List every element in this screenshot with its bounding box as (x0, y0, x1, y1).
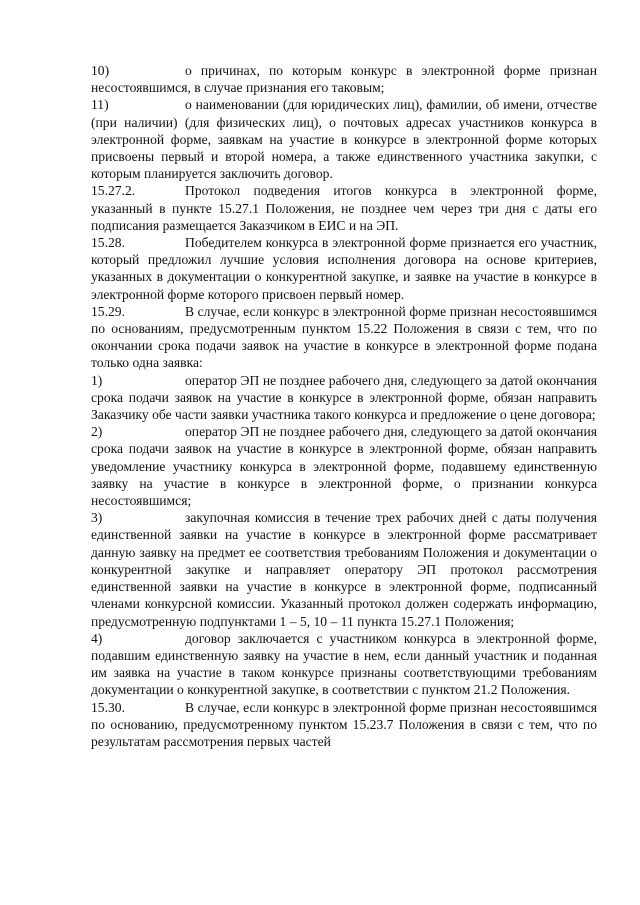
item-text: оператор ЭП не позднее рабочего дня, следующего за датой окончания срока подачи заявок на участие в конкурсе в электронной форме, обязан направить Заказчику обе части заявки участника такого конкурса и предложение о цене договора; (91, 372, 597, 423)
clause (91, 699, 597, 751)
list-item (91, 62, 597, 96)
clause-text: В случае, если конкурс в электронной форме признан несостоявшимся по основанию, предусмотренному пунктом 15.23.7 Положения в связи с тем, что по результатам рассмотрения первых частей (91, 699, 597, 749)
list-item (91, 509, 597, 629)
item-number: 4) (91, 630, 103, 646)
clause-number: 15.28. (91, 235, 125, 251)
item-number: 2) (91, 424, 103, 440)
list-item (91, 96, 597, 182)
clause (91, 182, 597, 234)
item-number: 11) (91, 97, 109, 113)
list-item (91, 630, 597, 699)
item-text: закупочная комиссия в течение трех рабочих дней с даты получения единственной заявки на участие в конкурсе в электронной форме рассматривает данную заявку на предмет ее соответствия требованиям Положения и документации о конкурентной закупке и направляет оператору ЭП протокол рассмотрения единственной заявки на участие в конкурсе в электронной форме, подписанный членами конкурсной комиссии. Указанный протокол должен содержать информацию, предусмотренную подпунктами 1 – 5, 10 – 11 пункта 15.27.1 Положения; (91, 510, 597, 629)
item-text: о наименовании (для юридических лиц), фамилии, об имени, отчестве (при наличии) (для физических лиц), о почтовых адресах участников конкурса в электронной форме, заявкам на участие в конкурсе в электронной форме которых присвоены первый и второй номера, а также единственного участника закупки, с которым планируется заключить договор. (91, 97, 597, 182)
item-text: о причинах, по которым конкурс в электронной форме признан несостоявшимся, в случае признания его таковым; (91, 63, 597, 96)
clause-text: В случае, если конкурс в электронной форме признан несостоявшимся по основаниям, предусмотренным пунктом 15.22 Положения в связи с тем, что по окончании срока подачи заявок на участие в конкурсе в электронной форме подана только одна заявка: (91, 303, 597, 371)
clause (91, 303, 597, 372)
list-item (91, 372, 597, 424)
clause (91, 234, 597, 303)
clause-number: 15.30. (91, 699, 125, 715)
clause-text: Победителем конкурса в электронной форме признается его участник, который предложил лучшие условия исполнения договора на основе критериев, указанных в документации о конкурентной закупке, и заявке на участие в конкурсе в электронной форме которого присвоен первый номер. (91, 235, 597, 302)
clause-number: 15.29. (91, 303, 125, 319)
item-text: оператор ЭП не позднее рабочего дня, следующего за датой окончания срока подачи заявок на участие в конкурсе в электронной форме, обязан направить уведомление участнику конкурса в электронной форме, подавшему единственную заявку на участие в конкурсе в электронной форме, о признании конкурса несостоявшимся; (91, 424, 597, 509)
item-number: 10) (91, 63, 110, 78)
list-item (91, 423, 597, 509)
item-text: договор заключается с участником конкурса в электронной форме, подавшим единственную заявку на участие в нем, если данный участник и поданная им заявка на участие в таком конкурсе признаны соответствующими требованиям документации о конкурентной закупке, в соответствии с пунктом 21.2 Положения. (91, 630, 597, 698)
clause-number: 15.27.2. (91, 183, 136, 199)
document-page (91, 62, 597, 750)
item-number: 1) (91, 372, 103, 388)
clause-text: Протокол подведения итогов конкурса в электронной форме, указанный в пункте 15.27.1 Положения, не позднее чем через три дня с даты его подписания размещается Заказчиком в ЕИС и на ЭП. (91, 183, 597, 233)
item-number: 3) (91, 510, 103, 526)
